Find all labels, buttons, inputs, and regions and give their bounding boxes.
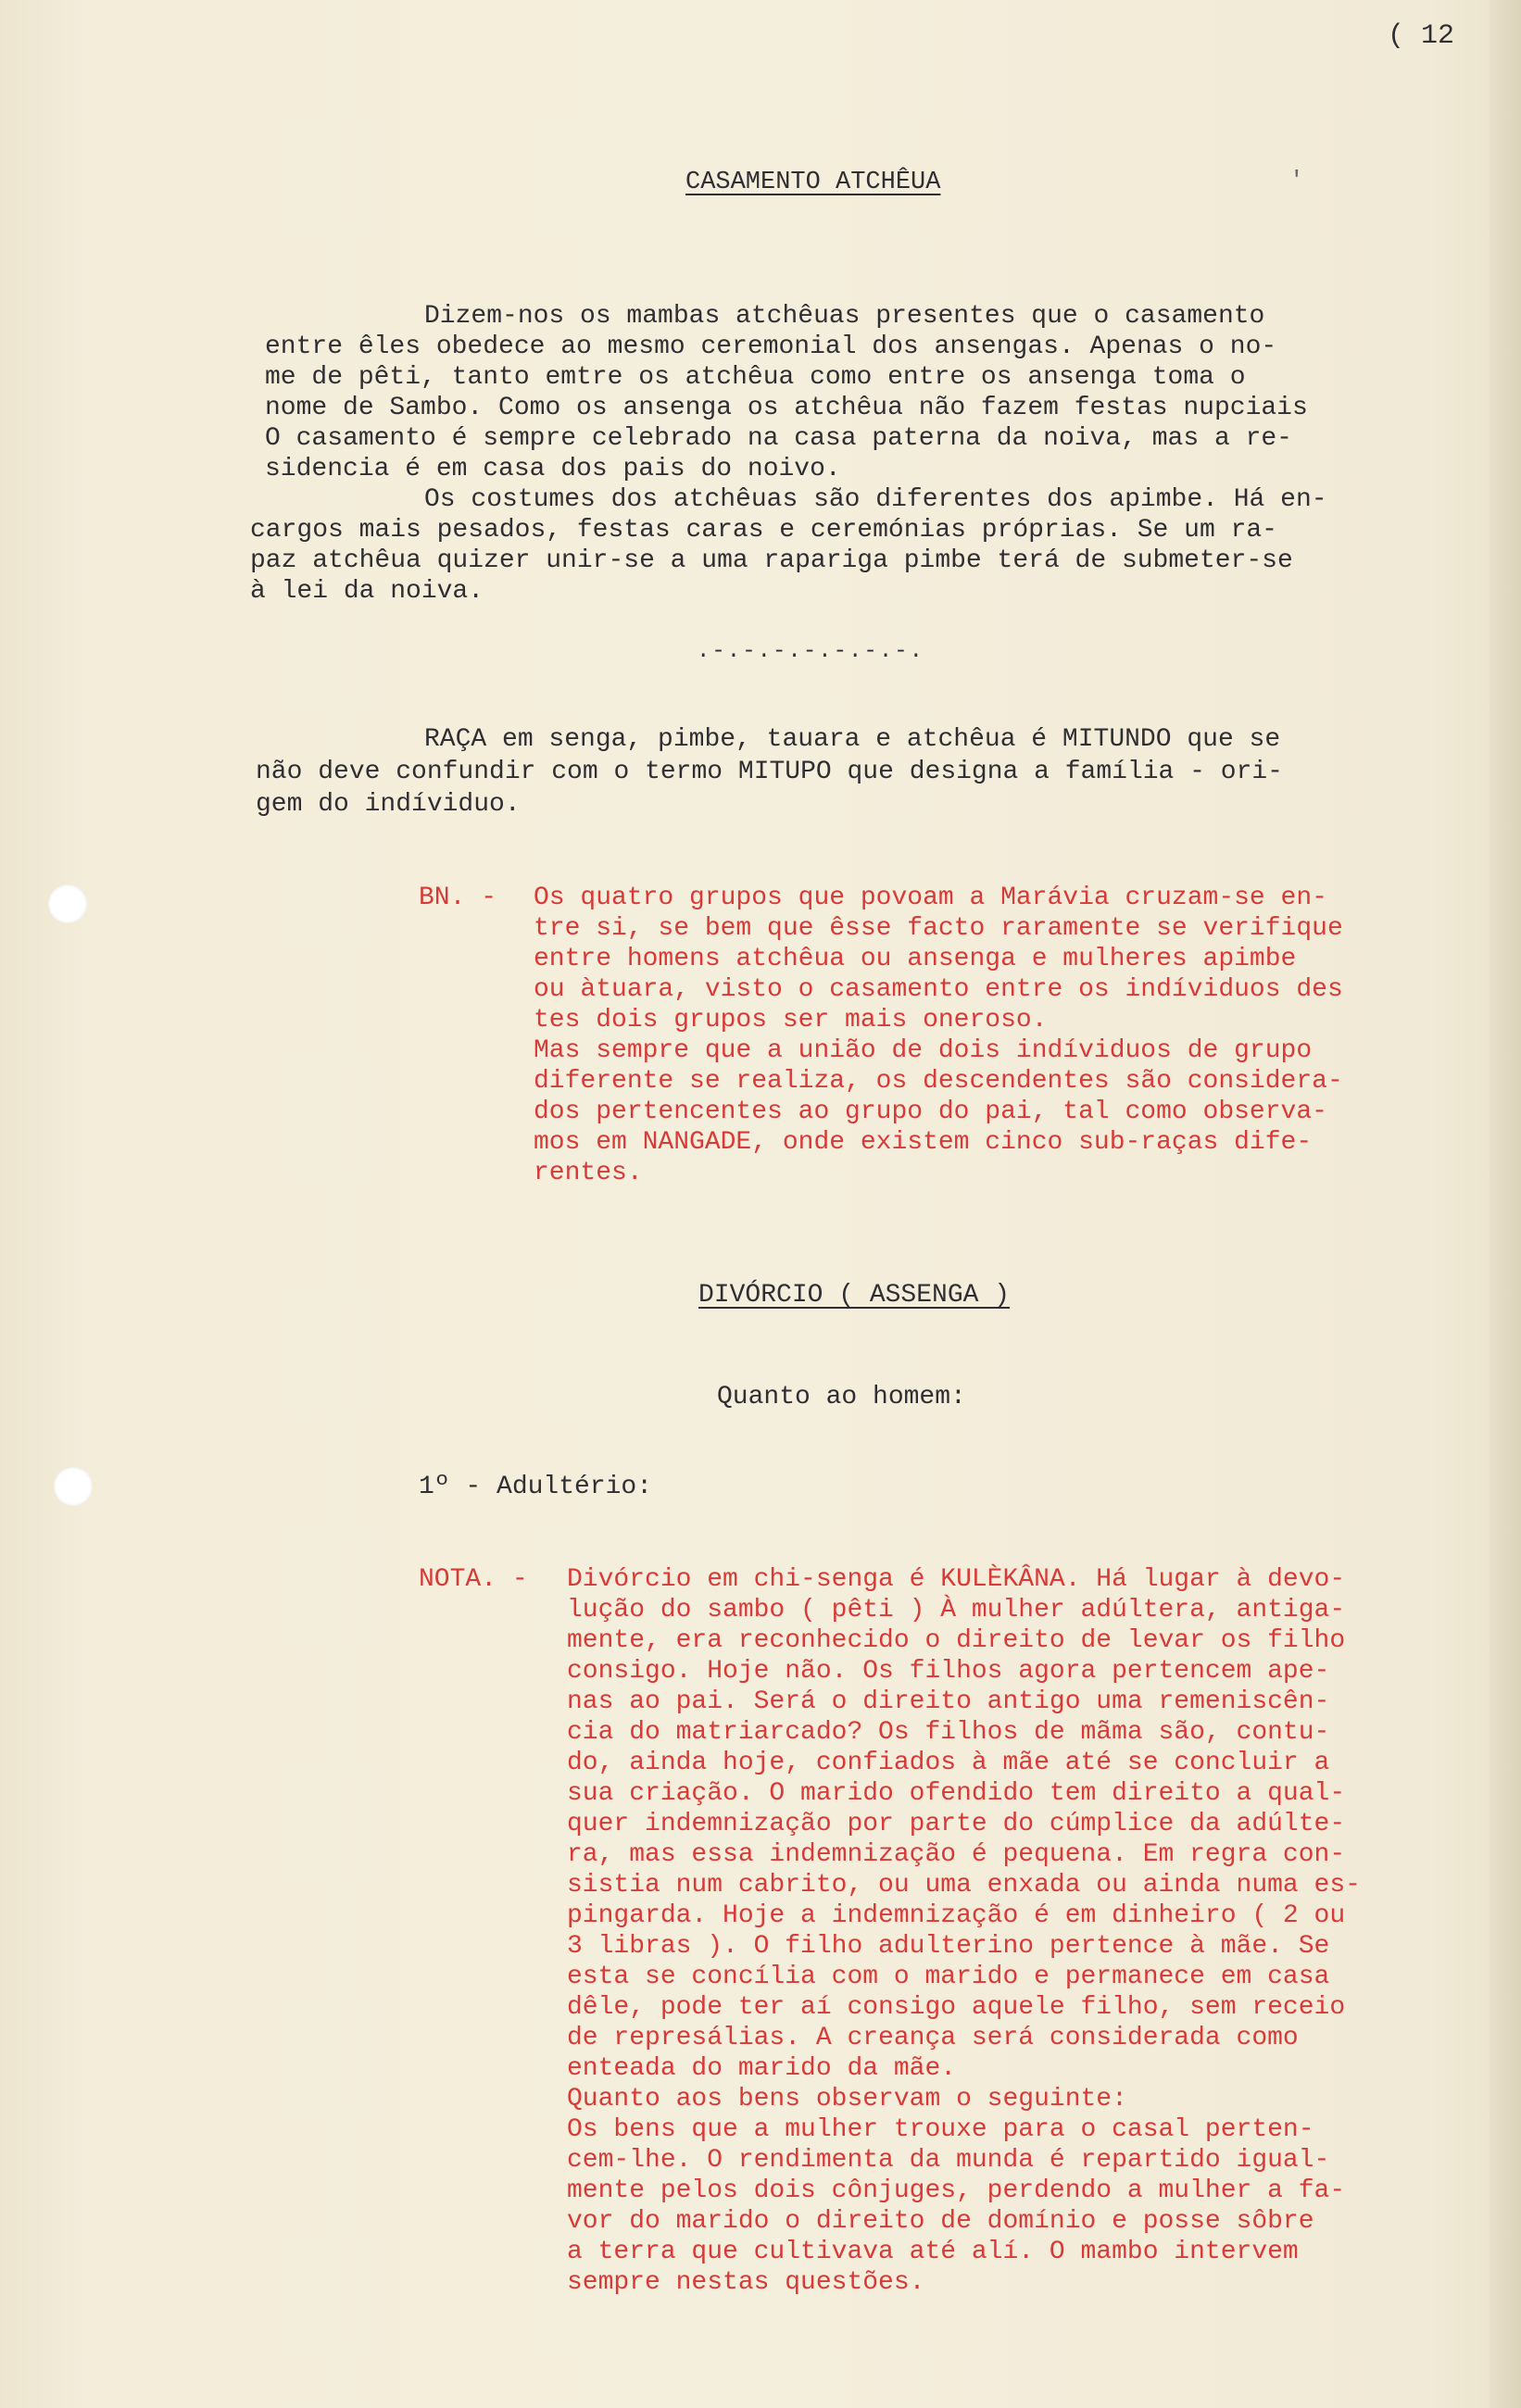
section-separator: .-.-.-.-.-.-.-. xyxy=(697,639,925,664)
pen-mark: ' xyxy=(1289,167,1304,194)
text-line: ra, mas essa indemnização é pequena. Em regra con- xyxy=(567,1840,1346,1869)
text-line: ou àtuara, visto o casamento entre os indíviduos des xyxy=(534,975,1343,1004)
text-line: gem do indíviduo. xyxy=(256,790,521,819)
text-line: RAÇA em senga, pimbe, tauara e atchêua é MITUNDO que se xyxy=(424,725,1281,754)
item-adulterio: 1º - Adultério: xyxy=(419,1473,653,1501)
nota-label: NOTA. - xyxy=(419,1565,528,1594)
text-line: à lei da noiva. xyxy=(250,577,484,606)
page-number: ( 12 xyxy=(1388,20,1455,52)
text-line: paz atchêua quizer unir-se a uma rapariga pimbe terá de submeter-se xyxy=(250,546,1293,575)
text-line: cia do matriarcado? Os filhos de mãma são, contu- xyxy=(567,1718,1330,1747)
text-line: esta se concília com o marido e permanece em casa xyxy=(567,1963,1330,1991)
text-line: mente pelos dois cônjuges, perdendo a mulher a fa- xyxy=(567,2176,1346,2205)
text-line: de represálias. A creança será considerada como xyxy=(567,2024,1299,2052)
text-line: O casamento é sempre celebrado na casa paterna da noiva, mas a re- xyxy=(265,424,1292,453)
text-line: Divórcio em chi-senga é KULÈKÂNA. Há lugar à devo- xyxy=(567,1565,1346,1594)
text-line: cargos mais pesados, festas caras e ceremónias próprias. Se um ra- xyxy=(250,516,1277,545)
section-title-casamento: CASAMENTO ATCHÊUA xyxy=(685,169,941,196)
text-line: rentes. xyxy=(534,1159,643,1187)
text-line: a terra que cultivava até alí. O mambo intervem xyxy=(567,2238,1299,2266)
text-line: nome de Sambo. Como os ansenga os atchêua não fazem festas nupciais xyxy=(265,394,1308,422)
section-title-divorcio: DIVÓRCIO ( ASSENGA ) xyxy=(698,1281,1011,1310)
subheading-quanto-ao-homem: Quanto ao homem: xyxy=(717,1383,966,1411)
text-line: vor do marido o direito de domínio e posse sôbre xyxy=(567,2207,1314,2236)
text-line: mos em NANGADE, onde existem cinco sub-raças dife- xyxy=(534,1128,1313,1157)
text-line: sua criação. O marido ofendido tem direito a qual- xyxy=(567,1779,1346,1808)
text-line: me de pêti, tanto emtre os atchêua como entre os ansenga toma o xyxy=(265,363,1246,392)
text-line: consigo. Hoje não. Os filhos agora pertencem ape- xyxy=(567,1657,1330,1686)
text-line: quer indemnização por parte do cúmplice da adúlte- xyxy=(567,1810,1346,1838)
text-line: sidencia é em casa dos pais do noivo. xyxy=(265,455,841,483)
text-line: entre homens atchêua ou ansenga e mulheres apimbe xyxy=(534,945,1297,973)
text-line: cem-lhe. O rendimenta da munda é repartido igual- xyxy=(567,2146,1330,2175)
text-line: Os costumes dos atchêuas são diferentes dos apimbe. Há en- xyxy=(424,485,1327,514)
paper-edge xyxy=(1490,0,1521,2408)
bn-label: BN. - xyxy=(419,884,497,912)
text-line: entre êles obedece ao mesmo ceremonial dos ansengas. Apenas o no- xyxy=(265,332,1277,361)
text-line: sistia num cabrito, ou uma enxada ou ainda numa es- xyxy=(567,1871,1361,1900)
punch-hole-bottom xyxy=(54,1467,93,1506)
text-line: não deve confundir com o termo MITUPO que designa a família - ori- xyxy=(256,758,1283,786)
text-line: Mas sempre que a união de dois indíviduos de grupo xyxy=(534,1036,1313,1065)
text-line: mente, era reconhecido o direito de levar os filho xyxy=(567,1626,1346,1655)
text-line: tes dois grupos ser mais oneroso. xyxy=(534,1006,1048,1035)
text-line: tre si, se bem que êsse facto raramente se verifique xyxy=(534,914,1343,943)
text-line: Quanto aos bens observam o seguinte: xyxy=(567,2085,1127,2113)
text-line: Dizem-nos os mambas atchêuas presentes que o casamento xyxy=(424,302,1265,331)
text-line: 3 libras ). O filho adulterino pertence à mãe. Se xyxy=(567,1932,1330,1961)
text-line: sempre nestas questões. xyxy=(567,2268,925,2297)
text-line: dêle, pode ter aí consigo aquele filho, sem receio xyxy=(567,1993,1346,2022)
text-line: Os quatro grupos que povoam a Marávia cruzam-se en- xyxy=(534,884,1327,912)
punch-hole-top xyxy=(48,884,87,923)
text-line: dos pertencentes ao grupo do pai, tal como observa- xyxy=(534,1097,1327,1126)
text-line: enteada do marido da mãe. xyxy=(567,2054,957,2083)
text-line: lução do sambo ( pêti ) À mulher adúltera, antiga- xyxy=(567,1596,1346,1624)
text-line: diferente se realiza, os descendentes são considera- xyxy=(534,1067,1343,1096)
text-line: do, ainda hoje, confiados à mãe até se concluir a xyxy=(567,1749,1330,1777)
text-line: nas ao pai. Será o direito antigo uma remeniscên- xyxy=(567,1687,1330,1716)
text-line: pingarda. Hoje a indemnização é em dinheiro ( 2 ou xyxy=(567,1901,1346,1930)
text-line: Os bens que a mulher trouxe para o casal perten- xyxy=(567,2115,1314,2144)
